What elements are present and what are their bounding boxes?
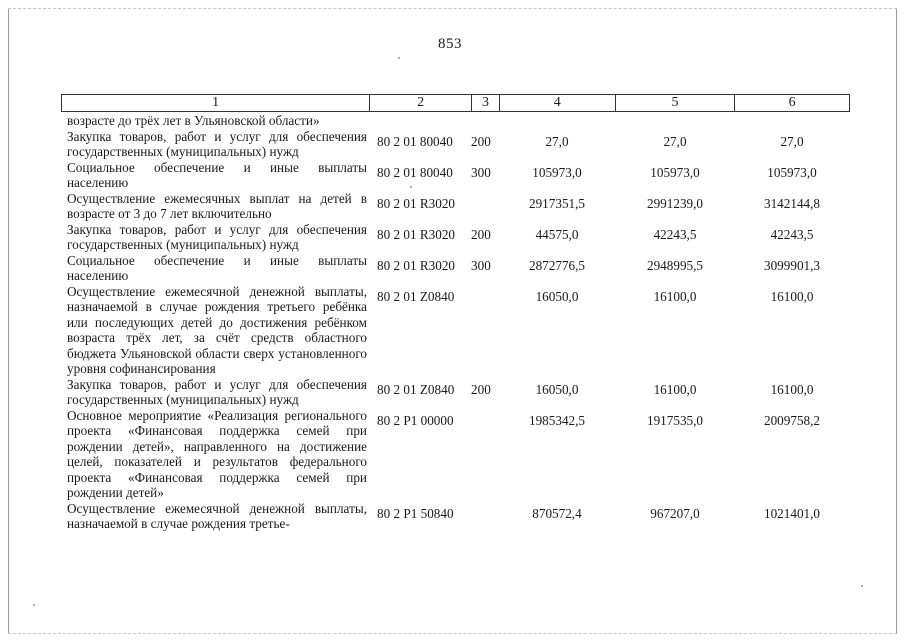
row-value-2: 16100,0 — [653, 288, 697, 304]
row-code: 80 2 01 R3020 — [377, 226, 456, 242]
row-vr: 200 — [471, 133, 491, 149]
row-value-2: 967207,0 — [650, 505, 700, 521]
row-value-2: 1917535,0 — [646, 412, 704, 428]
header-col-2: 2 — [370, 95, 472, 111]
row-name: Социальное обеспечение и иные выплаты населению — [67, 252, 367, 283]
row-value-3: 3099901,3 — [763, 257, 821, 273]
row-value-3: 16100,0 — [770, 288, 814, 304]
row-value-1: 2917351,5 — [528, 195, 586, 211]
row-vr — [471, 501, 499, 532]
row-value-2: 2991239,0 — [646, 195, 704, 211]
scan-speck — [398, 57, 400, 59]
row-value-2: 2948995,5 — [646, 257, 704, 273]
table-row — [61, 253, 850, 284]
row-code: 80 2 P1 00000 — [377, 412, 454, 428]
table-row — [61, 222, 850, 253]
row-name: возрасте до трёх лет в Ульяновской области» — [67, 113, 320, 128]
row-value-1: 870572,4 — [532, 505, 582, 521]
row-vr — [471, 408, 499, 501]
row-value-2: 16100,0 — [653, 381, 697, 397]
row-code: 80 2 01 R3020 — [377, 257, 456, 273]
row-value-1: 1985342,5 — [528, 412, 586, 428]
row-value-3: 3142144,8 — [763, 195, 821, 211]
table-row — [61, 408, 850, 501]
row-value-3: 105973,0 — [767, 164, 817, 180]
row-vr — [471, 284, 499, 377]
row-name: Социальное обеспечение и иные выплаты населению — [67, 159, 367, 190]
scan-speck — [410, 186, 412, 188]
table-row — [61, 160, 850, 191]
row-name: Закупка товаров, работ и услуг для обеспечения государственных (муниципальных) нужд — [67, 221, 367, 252]
table-row — [61, 501, 850, 532]
row-name: Основное мероприятие «Реализация регионального проекта «Финансовая поддержка семей при рождении детей», направленного на достижение целей, показателей и результатов федерального проекта «Финансовая поддержка семей при рождении детей» — [67, 407, 367, 500]
table-row — [61, 113, 850, 129]
table-row — [61, 191, 850, 222]
row-value-3: 16100,0 — [770, 381, 814, 397]
row-code — [367, 113, 471, 129]
table-header — [61, 94, 850, 112]
row-vr: 200 — [471, 226, 491, 242]
row-name: Осуществление ежемесячных выплат на детей в возрасте от 3 до 7 лет включительно — [67, 190, 367, 221]
row-code: 80 2 01 Z0840 — [377, 288, 455, 304]
row-value-1: 44575,0 — [535, 226, 579, 242]
row-vr: 300 — [471, 164, 491, 180]
row-value-2: 105973,0 — [650, 164, 700, 180]
header-col-3: 3 — [472, 95, 500, 111]
table-row — [61, 129, 850, 160]
header-col-4: 4 — [500, 95, 616, 111]
row-value-2: 42243,5 — [653, 226, 697, 242]
row-name: Закупка товаров, работ и услуг для обеспечения государственных (муниципальных) нужд — [67, 376, 367, 407]
row-value-3: 2009758,2 — [763, 412, 821, 428]
row-vr — [471, 191, 499, 222]
row-value-1: 27,0 — [545, 133, 569, 149]
row-code: 80 2 01 80040 — [377, 133, 453, 149]
row-value-3: 27,0 — [780, 133, 804, 149]
row-value-2: 27,0 — [663, 133, 687, 149]
row-code: 80 2 P1 50840 — [377, 505, 454, 521]
row-value-1 — [499, 113, 615, 129]
row-value-1: 16050,0 — [535, 381, 579, 397]
row-vr: 300 — [471, 257, 491, 273]
row-code: 80 2 01 80040 — [377, 164, 453, 180]
row-name: Закупка товаров, работ и услуг для обеспечения государственных (муниципальных) нужд — [67, 128, 367, 159]
row-vr: 200 — [471, 381, 491, 397]
row-name: Осуществление ежемесячной денежной выплаты, назначаемой в случае рождения третьего ребёнка или последующих детей до достижения ребёнком возраста трёх лет, за счёт средств областного бюджета Ульяновской области сверх установленного уровня софинансирования — [67, 283, 367, 376]
row-vr — [471, 113, 499, 129]
row-value-1: 105973,0 — [532, 164, 582, 180]
table-body — [61, 113, 850, 532]
scan-speck — [861, 585, 863, 587]
row-value-1: 16050,0 — [535, 288, 579, 304]
header-col-5: 5 — [616, 95, 736, 111]
row-value-3: 42243,5 — [770, 226, 814, 242]
row-value-3 — [735, 113, 849, 129]
row-value-2 — [615, 113, 735, 129]
row-code: 80 2 01 Z0840 — [377, 381, 455, 397]
header-col-6: 6 — [788, 95, 796, 110]
row-name: Осуществление ежемесячной денежной выплаты, назначаемой в случае рождения третье- — [67, 500, 367, 531]
row-value-3: 1021401,0 — [763, 505, 821, 521]
row-value-1: 2872776,5 — [528, 257, 586, 273]
table-row — [61, 284, 850, 377]
row-code: 80 2 01 R3020 — [377, 195, 456, 211]
scan-speck — [33, 604, 35, 606]
table-row — [61, 377, 850, 408]
page-number: 853 — [438, 36, 462, 52]
header-col-1: 1 — [62, 95, 370, 111]
